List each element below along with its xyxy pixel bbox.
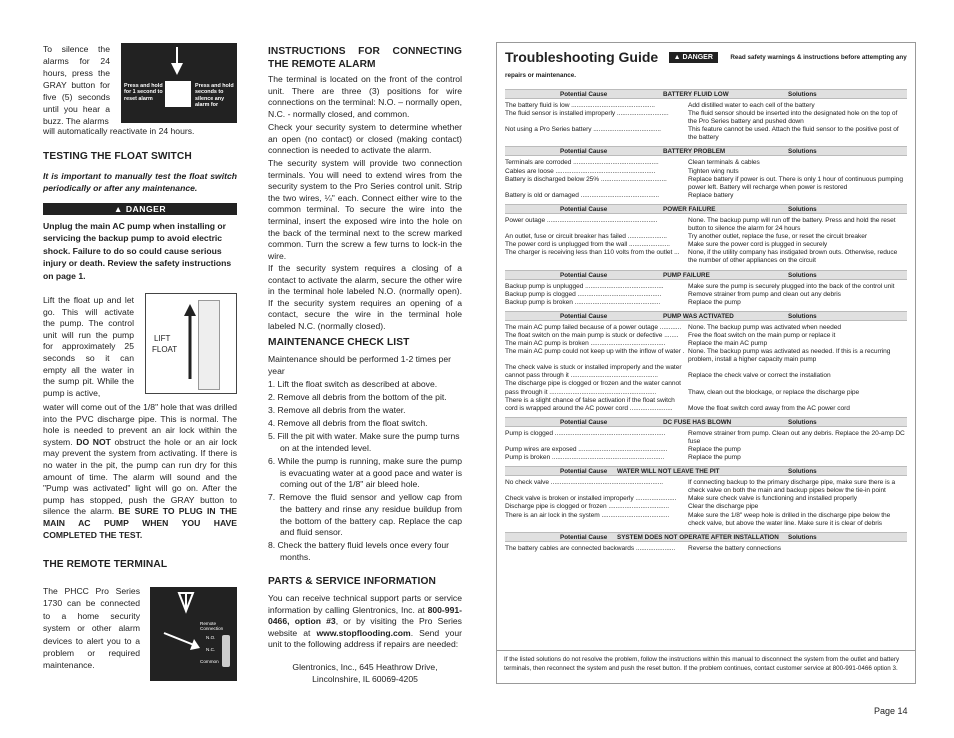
maintenance-heading: MAINTENANCE CHECK LIST xyxy=(268,337,410,348)
ts-row xyxy=(505,479,907,495)
ts-cause: There is a slight chance of false activation if the float switch xyxy=(505,396,675,404)
ts-cause: The fluid sensor is installed improperly ............................. xyxy=(505,110,669,118)
ts-solution: Move the float switch cord away from the AC power cord xyxy=(688,404,850,412)
ts-section-title: PUMP WAS ACTIVATED xyxy=(663,312,734,320)
ts-col-solutions: Solutions xyxy=(788,91,817,98)
ts-solution: The fluid sensor should be inserted into the designated hole on the top of the Pro Series battery and pushed down xyxy=(688,110,898,126)
instructions-p3: The security system will provide two connection terminals. You will need to extend wires from the security system to the Pro Series control unit. Strip the two wires, ¼" each. Connect either wire to the common terminal. To secure the wire into the terminal, insert the exposed wire into the hole on the back of the terminal next to the screw marked common. Turn the screw a few turns to lock-in the wire. xyxy=(268,158,462,261)
address-line-1: Glentronics, Inc., 645 Heathrow Drive, xyxy=(292,662,438,672)
testing-heading: TESTING THE FLOAT SWITCH xyxy=(43,151,192,162)
ts-solution: Replace the main AC pump xyxy=(688,339,768,347)
ts-section-header xyxy=(505,204,907,214)
ts-section-header xyxy=(505,270,907,280)
reset-label: Press and hold for 1 second to reset alarm xyxy=(124,83,163,102)
ts-solution: None. The backup pump was activated when needed xyxy=(688,323,841,331)
ts-row xyxy=(505,126,907,142)
ts-solution: Free the float switch on the main pump or replace it xyxy=(688,331,836,339)
up-arrow-icon xyxy=(146,294,238,395)
remote-heading: THE REMOTE TERMINAL xyxy=(43,559,168,570)
ts-cause: Check valve is broken or installed improperly ....................... xyxy=(505,495,677,503)
terminal-remote-label: Remote Connection xyxy=(200,621,224,632)
ts-section-body xyxy=(505,217,907,266)
ts-section-title: WATER WILL NOT LEAVE THE PIT xyxy=(617,468,720,476)
ts-footer: If the listed solutions do not resolve the problem, follow the instructions within this manual to disconnect the system from the outlet and battery terminals, then reconnect the system and push the reset button. If the problem continues, contact customer service at 800-991-0466 option 3. xyxy=(496,650,916,678)
ts-cause: The main AC pump could not keep up with the inflow of water . xyxy=(505,348,685,356)
maintenance-item: 2. Remove all debris from the bottom of the pit. xyxy=(268,392,447,403)
ts-row xyxy=(505,192,907,200)
ts-cause: Power outage .............................................................. xyxy=(505,216,658,224)
ts-row xyxy=(505,110,907,126)
ts-col-cause: Potential Cause xyxy=(560,91,608,98)
ts-section-title: BATTERY PROBLEM xyxy=(663,148,726,156)
ts-col-cause: Potential Cause xyxy=(560,468,608,476)
ts-cause: Pump is broken ............................................................... xyxy=(505,454,665,462)
alarm-panel-image xyxy=(121,43,237,123)
ts-section-header xyxy=(505,89,907,99)
ts-solution xyxy=(688,397,907,405)
ts-cause: Backup pump is broken ................................................ xyxy=(505,298,661,306)
instructions-p1: The terminal is located on the front of the control unit. There are three (3) positions for wire connections on the terminal: N.O. – normally open, N.C. - normally closed, and common. xyxy=(268,74,462,119)
ts-note: Read safety warnings & instructions before attempting any repairs or maintenance. xyxy=(505,54,907,79)
ts-row xyxy=(505,348,907,364)
ts-section-title: SYSTEM DOES NOT OPERATE AFTER INSTALLATION xyxy=(617,533,779,541)
ts-solution: Add distilled water to each cell of the battery xyxy=(688,102,815,109)
ts-col-solutions: Solutions xyxy=(788,271,817,279)
ts-cause: No check valve ............................................................... xyxy=(505,479,664,487)
ts-cause: Pump is clogged .............................................................. xyxy=(505,429,666,437)
ts-row xyxy=(505,176,907,192)
ts-row xyxy=(505,249,907,265)
ts-solution: Clean terminals & cables xyxy=(688,159,760,167)
ts-cause: The battery cables are connected backwards ...................... xyxy=(505,544,676,552)
ts-col-cause: Potential Cause xyxy=(560,533,608,541)
gray-button xyxy=(165,81,191,107)
maintenance-item: 6. While the pump is running, make sure the pump is evacuating water at a good pace and water is coming out of the 1/8" air bleed hole. xyxy=(268,456,462,490)
ts-cause: Cables are loose ........................................................ xyxy=(505,167,656,175)
terminal-screw-icon xyxy=(222,635,230,667)
ts-col-cause: Potential Cause xyxy=(560,418,608,426)
ts-col-solutions: Solutions xyxy=(788,205,817,213)
ts-section-title: POWER FAILURE xyxy=(663,205,716,213)
ts-solution: Replace the pump xyxy=(688,298,741,306)
parts-text-1: You can receive technical support parts or service information by calling Glentronics, Inc. at xyxy=(268,593,462,615)
ts-cause: The check valve is stuck or installed improperly and the water xyxy=(505,364,682,372)
ts-sections xyxy=(505,89,907,553)
ts-cause: Battery is discharged below 25% ..................................... xyxy=(505,175,667,183)
ts-cause: There is an air lock in the system ...................................... xyxy=(505,511,670,519)
ts-solution: Remove strainer from pump. Clean out any debris. Replace the 20-amp DC fuse xyxy=(688,429,905,445)
ts-row xyxy=(505,454,907,462)
ts-col-cause: Potential Cause xyxy=(560,205,608,213)
ts-row xyxy=(505,217,907,233)
silence-text-2: will automatically reactivate in 24 hours. xyxy=(43,126,195,136)
ts-solution: Replace battery xyxy=(688,191,734,199)
ts-row xyxy=(505,324,907,332)
warning-triangle-icon: ▲ xyxy=(673,54,683,61)
terminal-nc-label: N.C. xyxy=(206,647,216,652)
ts-danger-tag xyxy=(669,52,718,63)
ts-row xyxy=(505,446,907,454)
float-text-1: Lift the float up and let go. This will activate the pump. The control unit will run the pump for approximately 25 seconds so it can empty all the water in the sump pit. While the pump is active, xyxy=(43,295,134,398)
website-link[interactable]: www.stopflooding.com xyxy=(316,627,411,638)
ts-col-cause: Potential Cause xyxy=(560,271,608,279)
ts-section-header xyxy=(505,532,907,542)
ts-section-title: DC FUSE HAS BLOWN xyxy=(663,418,732,426)
parts-heading: PARTS & SERVICE INFORMATION xyxy=(268,576,436,587)
ts-solution: None, if the utility company has instigated brown outs. Otherwise, reduce the number of other appliances on the circuit xyxy=(688,249,898,265)
ts-section-header xyxy=(505,466,907,476)
ts-section-title: BATTERY FLUID LOW xyxy=(663,91,729,98)
ts-row xyxy=(505,389,907,397)
ts-row xyxy=(505,299,907,307)
terminal-no-label: N.O. xyxy=(206,635,216,640)
ts-solution: Replace the pump xyxy=(688,446,741,453)
ts-section-body xyxy=(505,102,907,142)
troubleshooting-guide xyxy=(496,42,916,684)
parts-text-3: . Send your unit to the following address if repairs are needed: xyxy=(268,627,463,650)
ts-col-solutions: Solutions xyxy=(788,418,817,426)
ts-row xyxy=(505,168,907,176)
float-text-2a: water will come out of the 1/8" hole that was drilled into the PVC discharge pipe. This is normal. The hole is needed to prevent an air lock within the system. xyxy=(43,402,237,447)
page-number: Page 14 xyxy=(874,706,908,716)
maintenance-item: 5. Fill the pit with water. Make sure the pump turns on at the intended level. xyxy=(268,431,460,453)
ts-solution: None. The backup pump will run off the battery. Press and hold the reset button to silence the alarm for 24 hours xyxy=(688,216,896,233)
ts-cause: cord is wrapped around the AC power cord ........................ xyxy=(505,404,673,412)
ts-solution xyxy=(688,380,907,388)
maintenance-item: 7. Remove the fluid sensor and yellow cap from the battery and rinse any residue buildup from the bottom of the battery cap. Replace the cap and fluid sensor. xyxy=(268,492,462,538)
float-text-2 xyxy=(43,402,237,541)
ts-section-body xyxy=(505,479,907,528)
ts-row xyxy=(505,495,907,503)
instructions-p2: Check your security system to determine whether an open (no contact) or closed (making contact) connection is needed to activate the alarm. xyxy=(268,122,462,156)
ts-row xyxy=(505,503,907,511)
ts-row xyxy=(505,380,907,388)
maintenance-list xyxy=(268,379,462,563)
danger-text: Unplug the main AC pump when installing or servicing the backup pump to avoid electric shock. Failure to do so could cause serious injury or death. Review the safety instructions on page 1. xyxy=(43,221,232,281)
ts-solution: Remove strainer from pump and clean out any debris xyxy=(688,290,841,298)
ts-solution: Make sure the 1/8" weep hole is drilled in the discharge pipe below the check valve, but above the water line. Make sure it is clear of debris xyxy=(688,511,891,527)
ts-cause: An outlet, fuse or circuit breaker has failed ...................... xyxy=(505,233,667,241)
ts-section-body xyxy=(505,545,907,553)
ts-row xyxy=(505,159,907,167)
ts-danger-label: DANGER xyxy=(682,54,713,61)
ts-row xyxy=(505,405,907,413)
ts-cause: Discharge pipe is clogged or frozen .................................. xyxy=(505,503,669,511)
ts-solution: None. The backup pump was activated as needed. If this is a recurring problem, install a higher capacity main pump xyxy=(688,348,891,364)
ts-row xyxy=(505,364,907,372)
ts-solution: Make sure the power cord is plugged in securely xyxy=(688,241,828,249)
maintenance-item: 4. Remove all debris from the float switch. xyxy=(268,418,428,429)
testing-warning: It is important to manually test the float switch periodically or after any maintenance. xyxy=(43,171,237,193)
ts-solution: Make sure the pump is securely plugged into the back of the control unit xyxy=(688,282,895,290)
ts-solution: Reverse the battery connections xyxy=(688,544,782,552)
parts-text xyxy=(268,593,462,651)
maintenance-intro: Maintenance should be performed 1-2 times per year xyxy=(268,354,451,376)
ts-section-header xyxy=(505,311,907,321)
ts-solution: Tighten wing nuts xyxy=(688,167,739,175)
ts-cause: The charger is receiving less than 110 volts from the outlet ... xyxy=(505,249,680,257)
ts-col-solutions: Solutions xyxy=(788,533,817,541)
ts-row xyxy=(505,283,907,291)
ts-row xyxy=(505,512,907,528)
ts-cause: Not using a Pro Series battery ...................................... xyxy=(505,126,661,134)
ts-col-solutions: Solutions xyxy=(788,148,817,156)
ts-cause: Battery is old or damaged ............................................ xyxy=(505,191,660,199)
ts-header xyxy=(505,49,907,85)
remote-terminal-image xyxy=(150,587,237,681)
ts-row xyxy=(505,332,907,340)
ts-cause: pass through it ............................................................ xyxy=(505,388,657,396)
ts-solution: Thaw, clean out the blockage, or replace the discharge pipe xyxy=(688,388,860,396)
address-line-2: Lincolnshire, IL 60069-4205 xyxy=(312,674,418,684)
terminal-common-label: Common xyxy=(200,659,219,664)
ts-solution: Replace the pump xyxy=(688,454,741,462)
ts-section-header xyxy=(505,417,907,427)
ts-section-header xyxy=(505,146,907,156)
ts-col-solutions: Solutions xyxy=(788,468,817,476)
float-text-bold: BE SURE TO PLUG IN THE MAIN AC PUMP WHEN YOU HAVE COMPLETED THE TEST. xyxy=(43,506,238,540)
maintenance-item: 8. Check the battery fluid levels once every four months. xyxy=(268,540,450,562)
danger-label: DANGER xyxy=(125,204,167,214)
ts-solution: Make sure check valve is functioning and installed properly xyxy=(688,495,857,503)
ts-section-body xyxy=(505,324,907,413)
remote-text: The PHCC Pro Series 1730 can be connected to a home security system or other alarm devices to alert you to a problem or required maintenance. xyxy=(43,586,140,671)
ts-cause: The power cord is unplugged from the wall ....................... xyxy=(505,241,670,249)
ts-section-body xyxy=(505,430,907,462)
ts-section-body xyxy=(505,283,907,307)
warning-triangle-icon: ▲ xyxy=(113,204,123,214)
parts-text-2: , or by visiting the Pro Series website at xyxy=(268,616,462,638)
float-text-3: obstruct the hole or an air lock may prevent the system from activating. If there is no water in the pit, the pump can run dry for this amount of time. The alarm will sound and the "Pump was activated" light will go on. After the pump has stopped, push the GRAY button to silence the alarm. xyxy=(43,436,238,517)
ts-solution: Replace battery if power is out. There is only 1 hour of continuous pumping power left. Battery will recharge when power is restored xyxy=(688,175,903,191)
ts-col-cause: Potential Cause xyxy=(560,148,608,156)
ts-cause: cannot pass through it ................................................. xyxy=(505,372,658,380)
maintenance-item: 3. Remove all debris from the water. xyxy=(268,405,406,416)
ts-row xyxy=(505,102,907,110)
ts-row xyxy=(505,340,907,348)
ts-solution: This feature cannot be used. Attach the fluid sensor to the positive post of the battery xyxy=(688,126,899,142)
silence-text: To silence the alarms for 24 hours, press the GRAY button for five (5) seconds until you hear a buzz. The alarms xyxy=(43,44,110,126)
float-do-not: DO NOT xyxy=(76,436,111,447)
ts-cause: The float switch on the main pump is stuck or defective ........ xyxy=(505,331,679,339)
ts-cause: Backup pump is clogged ............................................... xyxy=(505,290,662,298)
silence-label: Press and hold seconds to silence any alarm for xyxy=(195,83,234,109)
ts-cause: Backup pump is unplugged ............................................ xyxy=(505,282,664,290)
danger-banner xyxy=(43,203,237,215)
ts-section-title: PUMP FAILURE xyxy=(663,271,710,279)
ts-cause: The discharge pipe is clogged or frozen and the water cannot xyxy=(505,380,681,388)
ts-title: Troubleshooting Guide xyxy=(505,49,659,65)
ts-cause: Pump wires are exposed .................................................. xyxy=(505,446,668,453)
ts-cause: The battery fluid is low ............................................... xyxy=(505,102,655,109)
ts-row xyxy=(505,291,907,299)
support-phone-link[interactable]: 800-991-0466, option #3 xyxy=(268,604,462,627)
maintenance-item: 1. Lift the float switch as described at above. xyxy=(268,379,438,389)
float-switch-image xyxy=(145,293,237,394)
ts-solution: Replace the check valve or correct the installation xyxy=(688,372,831,380)
ts-row xyxy=(505,430,907,446)
ts-row xyxy=(505,233,907,241)
ts-solution: If connecting backup to the primary discharge pipe, make sure there is a check valve on both the main and backup pipes below the tie-in point xyxy=(688,479,896,495)
ts-cause: Terminals are corroded ................................................ xyxy=(505,159,659,167)
ts-row xyxy=(505,372,907,380)
ts-section-body xyxy=(505,159,907,199)
float-label-2: FLOAT xyxy=(152,345,178,354)
instructions-p4: If the security system requires a closing of a contact to activate the alarm, secure the other wire in the terminal hole labeled N.O. (normally open). If the security system requires an opening of a contact, secure the wire in the terminal hole labeled N.C. (normally closed). xyxy=(268,263,462,331)
ts-col-cause: Potential Cause xyxy=(560,312,608,320)
ts-row xyxy=(505,545,907,553)
ts-row xyxy=(505,241,907,249)
ts-solution: Clear the discharge pipe xyxy=(688,503,759,511)
float-label-1: LIFT xyxy=(154,334,171,343)
ts-cause: The main AC pump failed because of a power outage ............ xyxy=(505,323,682,331)
ts-solution: Try another outlet, replace the fuse, or reset the circuit breaker xyxy=(688,233,867,241)
instructions-heading: INSTRUCTIONS FOR CONNECTING THE REMOTE ALARM xyxy=(268,46,462,70)
ts-solution xyxy=(688,364,907,372)
ts-row xyxy=(505,397,907,405)
ts-col-solutions: Solutions xyxy=(788,312,817,320)
ts-cause: The main AC pump is broken .......................................... xyxy=(505,339,666,347)
